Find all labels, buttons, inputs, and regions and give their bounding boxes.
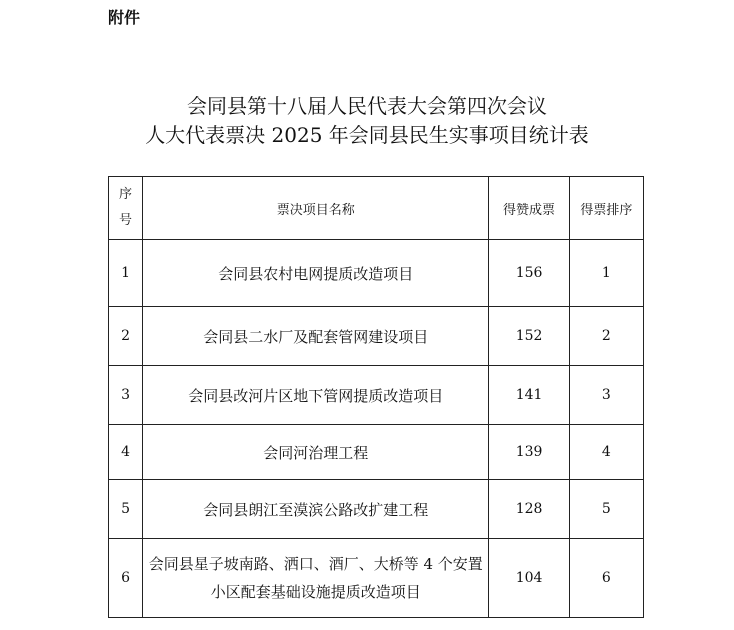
- row-rank: 3: [569, 366, 643, 425]
- table-row: [109, 366, 644, 425]
- page-title-line1: 会同县第十八届人民代表大会第四次会议: [187, 94, 547, 118]
- row-votes: 152: [489, 307, 569, 366]
- row-votes: 156: [489, 240, 569, 307]
- row-rank: 1: [569, 240, 643, 307]
- page-title-line2: 人大代表票决 2025 年会同县民生实事项目统计表: [145, 123, 589, 147]
- row-seq: 2: [109, 307, 143, 366]
- header-seq: [109, 177, 143, 240]
- row-votes: 104: [489, 539, 569, 618]
- row-seq: 1: [109, 240, 143, 307]
- attachment-label: 附件: [108, 8, 141, 27]
- row-project-name: 会同县农村电网提质改造项目: [143, 240, 489, 307]
- table-row: [109, 480, 644, 539]
- row-project-name: 会同县二水厂及配套管网建设项目: [143, 307, 489, 366]
- header-seq-bottom: 号: [119, 213, 133, 228]
- row-votes: 139: [489, 425, 569, 480]
- row-rank: 4: [569, 425, 643, 480]
- row-votes: 141: [489, 366, 569, 425]
- row-project-name: 会同县朗江至漠滨公路改扩建工程: [143, 480, 489, 539]
- header-seq-top: 序: [119, 187, 133, 202]
- row-project-name: 会同县星子坡南路、洒口、酒厂、大桥等 4 个安置小区配套基础设施提质改造项目: [143, 539, 489, 618]
- table-row: [109, 425, 644, 480]
- row-seq: 3: [109, 366, 143, 425]
- header-votes: 得赞成票: [489, 177, 569, 240]
- row-seq: 6: [109, 539, 143, 618]
- row-rank: 5: [569, 480, 643, 539]
- header-project-name: 票决项目名称: [143, 177, 489, 240]
- row-project-name: 会同县改河片区地下管网提质改造项目: [143, 366, 489, 425]
- table-header-row: [109, 177, 644, 240]
- row-seq: 4: [109, 425, 143, 480]
- row-rank: 2: [569, 307, 643, 366]
- table-row: [109, 240, 644, 307]
- row-rank: 6: [569, 539, 643, 618]
- row-votes: 128: [489, 480, 569, 539]
- header-rank: 得票排序: [569, 177, 643, 240]
- table-row: [109, 307, 644, 366]
- table-row: [109, 539, 644, 618]
- row-seq: 5: [109, 480, 143, 539]
- row-project-name: 会同河治理工程: [143, 425, 489, 480]
- vote-results-table: [108, 176, 644, 618]
